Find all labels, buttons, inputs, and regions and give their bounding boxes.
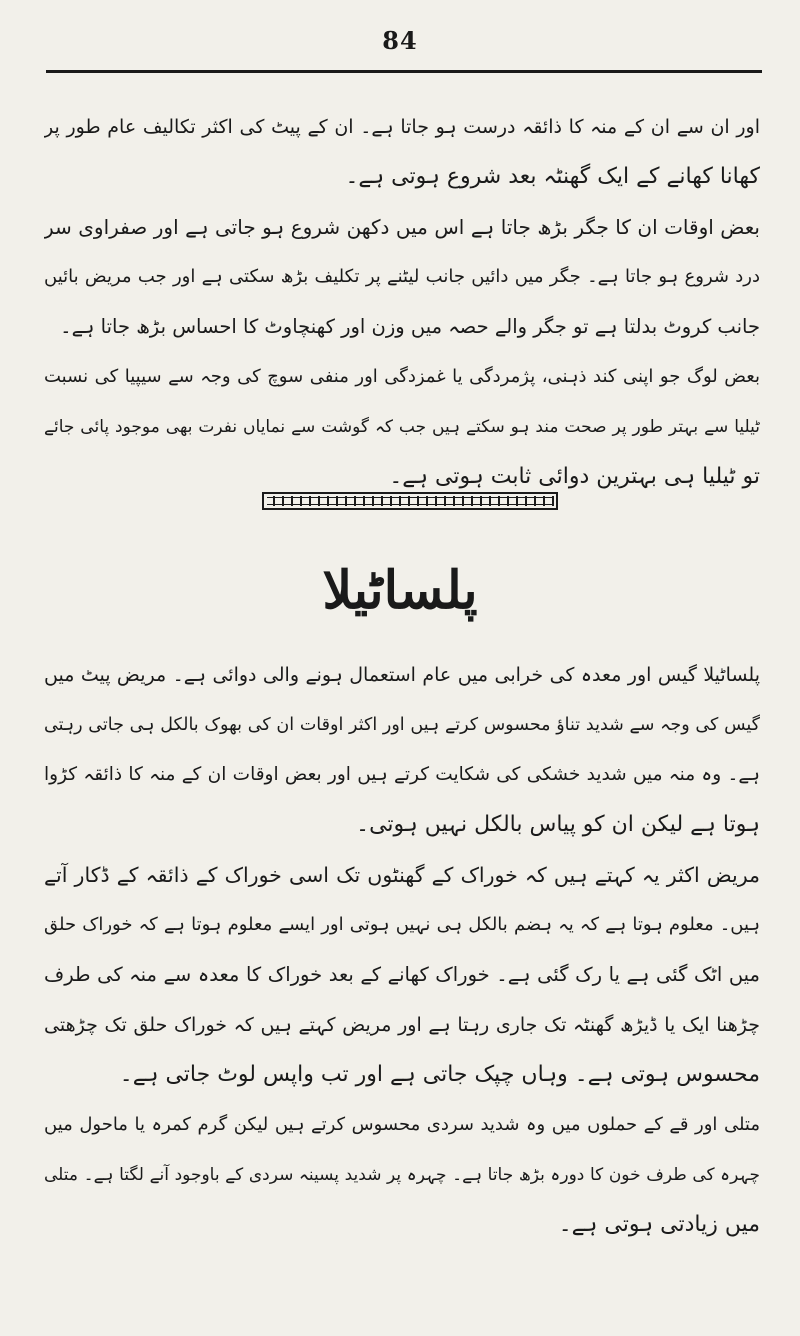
- text-line: کھانا کھانے کے ایک گھنٹہ بعد شروع ہوتی ہے۔: [345, 164, 760, 189]
- text-line: چڑھنا ایک یا ڈیڑھ گھنٹہ تک جاری رہتا ہے اور مریض کہتے ہیں کہ خوراک حلق تک چڑھتی: [44, 1014, 760, 1036]
- text-line: ہیں۔ معلوم ہوتا ہے کہ یہ ہضم بالکل ہی نہیں ہوتی اور ایسے معلوم ہوتا ہے کہ خوراک حلق: [44, 914, 760, 935]
- text-line: بعض اوقات ان کا جگر بڑھ جاتا ہے اس میں دکھن شروع ہو جاتی ہے اور صفراوی سر: [44, 215, 760, 239]
- section-2-text: [44, 650, 760, 1250]
- text-line: ٹیلیا سے بہتر طور پر صحت مند ہو سکتے ہیں جب کہ گوشت سے نمایاں نفرت بھی موجود پائی جائے: [44, 417, 760, 437]
- text-line: پلساٹیلا گیس اور معدہ کی خرابی میں عام استعمال ہونے والی دوائی ہے۔ مریض پیٹ میں: [44, 664, 760, 686]
- text-line: مریض اکثر یہ کہتے ہیں کہ خوراک کے گھنٹوں تک اسی خوراک کے ذائقہ کے ڈکار آتے: [44, 863, 760, 887]
- text-line: درد شروع ہو جاتا ہے۔ جگر میں دائیں جانب لیٹنے پر تکلیف بڑھ سکتی ہے اور جب مریض بائیں: [44, 266, 760, 287]
- text-line: ہے۔ وہ منہ میں شدید خشکی کی شکایت کرتے ہیں اور بعض اوقات ان کے منہ کا ذائقہ کڑوا: [44, 764, 760, 785]
- header-rule: [46, 70, 762, 73]
- text-line: جانب کروٹ بدلتا ہے تو جگر والے حصہ میں وزن اور کھنچاوٹ کا احساس بڑھ جاتا ہے۔: [60, 315, 760, 338]
- text-line: میں اٹک گئی ہے یا رک گئی ہے۔ خوراک کھانے کے بعد خوراک کا معدہ سے منہ کی طرف: [44, 963, 760, 986]
- section-divider-ornament: [262, 492, 558, 510]
- text-line: اور ان سے ان کے منہ کا ذائقہ درست ہو جاتا ہے۔ ان کے پیٹ کی اکثر تکالیف عام طور پر: [44, 116, 760, 138]
- text-line: ہوتا ہے لیکن ان کو پیاس بالکل نہیں ہوتی۔: [356, 812, 760, 837]
- section-heading: پلساٹیلا: [322, 560, 478, 621]
- text-line: میں زیادتی ہوتی ہے۔: [558, 1212, 760, 1237]
- text-line: گیس کی وجہ سے شدید تناؤ محسوس کرتے ہیں اور اکثر اوقات ان کی بھوک بالکل ہی جاتی رہتی: [44, 715, 760, 735]
- text-line: متلی اور قے کے حملوں میں وہ شدید سردی محسوس کرتے ہیں لیکن گرم کمرہ یا ماحول میں: [44, 1114, 760, 1135]
- page-number: 84: [382, 26, 418, 55]
- text-line: چہرہ کی طرف خون کا دورہ بڑھ جاتا ہے۔ چہرہ پر شدید پسینہ سردی کے باوجود آنے لگتا ہے۔ متلی: [44, 1165, 760, 1185]
- section-1-text: [44, 102, 760, 502]
- ornament-border: [267, 497, 553, 505]
- text-line: تو ٹیلیا ہی بہترین دوائی ثابت ہوتی ہے۔: [389, 464, 760, 489]
- text-line: بعض لوگ جو اپنی کند ذہنی، پژمردگی یا غمزدگی اور منفی سوچ کی وجہ سے سیپیا کی نسبت: [44, 366, 760, 387]
- text-line: محسوس ہوتی ہے۔ وہاں چپک جاتی ہے اور تب واپس لوٹ جاتی ہے۔: [119, 1062, 760, 1087]
